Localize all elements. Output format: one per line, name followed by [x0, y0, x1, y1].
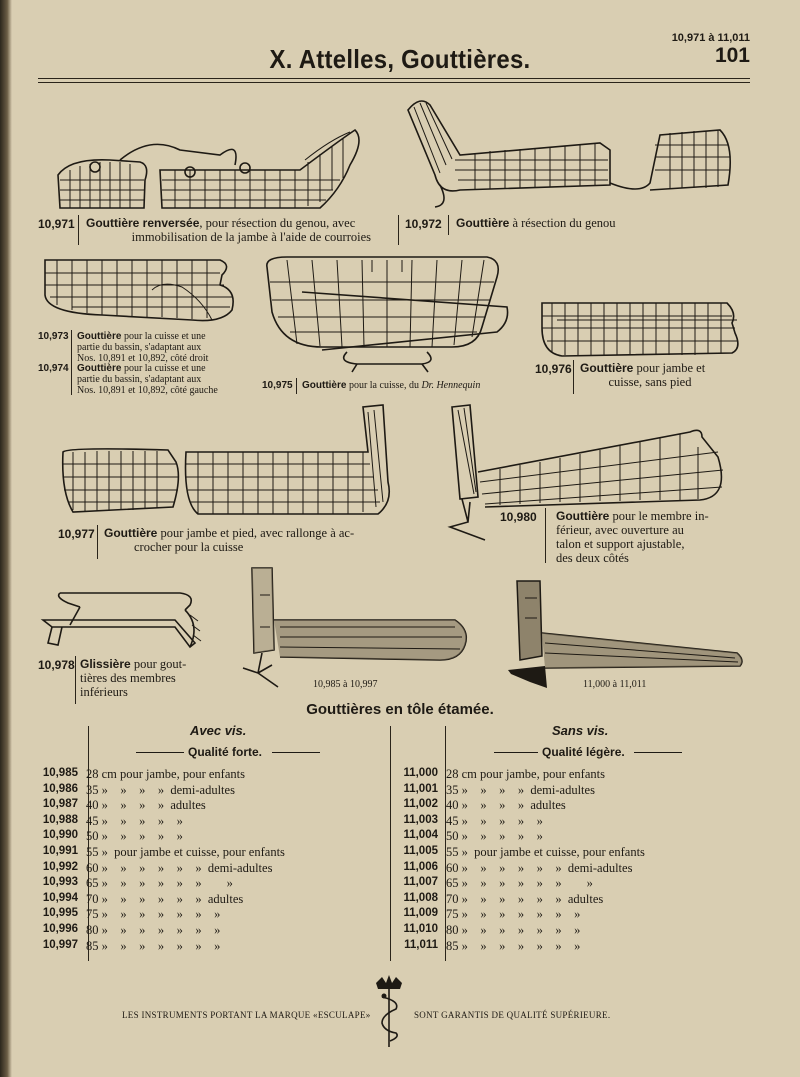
item-number: 10,976: [535, 362, 572, 376]
item-number: 10,977: [58, 527, 95, 541]
item-name: Gouttière: [456, 216, 510, 230]
illustration-10985-10997: [240, 565, 470, 690]
caption-text: férieur, avec ouverture au: [556, 523, 684, 537]
caption-text: pour le membre in-: [609, 509, 709, 523]
row-description: 60 » » » » » » demi-adultes: [446, 860, 633, 875]
caption-text: partie du bassin, s'adaptant aux: [77, 374, 202, 385]
caption-10980: [556, 509, 726, 565]
item-number: 10,975: [262, 380, 293, 391]
illustration-10973: [42, 255, 237, 330]
caption-text: immobilisation de la jambe à l'aide de courroies: [131, 230, 371, 244]
catalog-number: 10,992: [42, 860, 78, 873]
row-description: 70 » » » » » » adultes: [86, 891, 244, 906]
caption-author: Dr. Hennequin: [421, 380, 481, 391]
item-name: Gouttière: [580, 361, 634, 375]
illustration-11000-11011: [505, 578, 750, 693]
catalog-number: 11,006: [403, 860, 438, 873]
caption-divider: [71, 330, 72, 395]
caption-text: pour jambe et: [633, 361, 706, 375]
catalog-number: 10,996: [42, 923, 78, 935]
item-name: Gouttière: [77, 331, 122, 342]
caption-text: des deux côtés: [556, 551, 629, 565]
catalog-number: 11,010: [403, 923, 438, 935]
image-label: 11,000 à 11,011: [583, 679, 647, 690]
item-number: 10,973: [38, 331, 69, 342]
caption-10971: [86, 216, 371, 244]
caption-text: pour la cuisse, du: [346, 380, 422, 391]
caption-text: crocher pour la cuisse: [134, 540, 244, 554]
caption-divider: [296, 378, 297, 394]
caption-text: inférieurs: [80, 685, 128, 699]
item-number: 10,972: [405, 217, 442, 231]
catalog-number: 10,994: [42, 891, 78, 904]
row-description: 55 » pour jambe et cuisse, pour enfants: [446, 845, 645, 859]
image-label: 10,985 à 10,997: [313, 679, 378, 690]
row-description: 55 » pour jambe et cuisse, pour enfants: [86, 845, 285, 859]
caption-text: tières des membres: [80, 671, 176, 685]
left-column-heading: Avec vis.: [190, 723, 247, 738]
caption-text: pour la cuisse et une: [121, 331, 206, 342]
catalog-number: 11,008: [403, 891, 438, 904]
row-description: 50 » » » » »: [446, 829, 543, 844]
table-title: Gouttières en tôle étamée.: [306, 701, 494, 718]
header-rule-top: [38, 78, 750, 79]
caption-10973: [77, 331, 237, 364]
row-description: 28 cm pour jambe, pour enfants: [446, 767, 605, 781]
item-name: Gouttière renversée: [86, 216, 200, 230]
item-name: Gouttière: [77, 363, 122, 374]
footer-left-text: LES INSTRUMENTS PORTANT LA MARQUE «ESCULAPE»: [122, 1010, 371, 1020]
catalog-number: 11,002: [403, 798, 438, 811]
row-description: 85 » » » » » » »: [446, 938, 581, 953]
catalog-number: 10,985: [42, 767, 78, 779]
page-number: 101: [714, 44, 750, 67]
esculape-logo: [372, 975, 406, 1050]
item-number: 10,974: [38, 363, 69, 374]
caption-text: , pour résection du genou, avec: [199, 216, 356, 230]
quality-rule: [634, 752, 682, 753]
row-description: 35 » » » » demi-adultes: [86, 782, 235, 797]
caption-text: Nos. 10,891 et 10,892, côté droit: [77, 353, 209, 364]
left-quality: Qualité forte.: [188, 745, 263, 759]
catalog-number: 10,995: [42, 907, 78, 920]
illustration-10976: [537, 298, 742, 360]
catalog-number: 11,000: [403, 767, 438, 779]
caption-text: cuisse, sans pied: [608, 375, 692, 389]
caption-10974: [77, 363, 237, 396]
illustration-10971: [50, 120, 370, 215]
quality-rule: [494, 752, 538, 753]
illustration-10977: [58, 402, 398, 520]
header-rule-bottom: [38, 82, 750, 83]
caption-text: à résection du genou: [509, 216, 616, 230]
caption-text: partie du bassin, s'adaptant aux: [77, 342, 202, 353]
row-description: 50 » » » » »: [86, 829, 183, 844]
quality-rule: [136, 752, 184, 753]
row-description: 60 » » » » » » demi-adultes: [86, 860, 273, 875]
caption-10976: [580, 361, 720, 389]
illustration-10978: [40, 585, 205, 655]
catalog-number: 11,007: [403, 876, 438, 889]
catalog-number: 11,011: [404, 938, 438, 951]
row-description: 85 » » » » » » »: [86, 938, 221, 953]
row-description: 75 » » » » » » »: [446, 907, 581, 922]
row-description: 28 cm pour jambe, pour enfants: [86, 767, 245, 781]
row-description: 45 » » » » »: [86, 813, 183, 828]
caption-divider: [97, 525, 98, 559]
caption-10978: [80, 657, 210, 699]
caption-10977: [104, 526, 404, 554]
row-description: 75 » » » » » » »: [86, 907, 221, 922]
caption-divider: [398, 215, 399, 245]
illustration-10972: [400, 95, 740, 210]
item-number: 10,978: [38, 658, 75, 672]
item-number: 10,980: [500, 510, 537, 524]
caption-text: pour jambe et pied, avec rallonge à ac-: [157, 526, 355, 540]
right-quality: Qualité légère.: [542, 745, 625, 759]
catalog-number: 11,004: [403, 829, 438, 842]
page-title: X. Attelles, Gouttières.: [269, 44, 531, 74]
row-description: 65 » » » » » » »: [86, 876, 233, 891]
caption-divider: [78, 215, 79, 245]
caption-divider: [573, 360, 574, 394]
row-description: 40 » » » » adultes: [86, 798, 206, 813]
page-range: 10,971 à 11,011: [671, 32, 750, 44]
catalog-number: 10,991: [42, 845, 78, 857]
catalog-number: 10,987: [42, 798, 78, 811]
caption-text: talon et support ajustable,: [556, 537, 685, 551]
catalog-number: 11,003: [403, 813, 438, 826]
row-description: 35 » » » » demi-adultes: [446, 782, 595, 797]
catalog-number: 11,009: [403, 907, 438, 920]
footer-right-text: SONT GARANTIS DE QUALITÉ SUPÉRIEURE.: [414, 1010, 611, 1020]
illustration-10975: [262, 252, 512, 374]
item-name: Gouttière: [302, 380, 347, 391]
caption-10972: [456, 216, 616, 230]
catalog-number: 10,993: [42, 876, 78, 889]
catalog-number: 10,990: [42, 829, 78, 842]
quality-rule: [272, 752, 320, 753]
caption-text: pour la cuisse et une: [121, 363, 206, 374]
row-description: 40 » » » » adultes: [446, 798, 566, 813]
item-name: Gouttière: [104, 526, 158, 540]
caption-text: Nos. 10,891 et 10,892, côté gauche: [77, 385, 218, 396]
row-description: 70 » » » » » » adultes: [446, 891, 604, 906]
item-number: 10,971: [38, 217, 75, 231]
row-description: 45 » » » » »: [446, 813, 543, 828]
right-column-heading: Sans vis.: [552, 723, 609, 738]
item-name: Gouttière: [556, 509, 610, 523]
catalog-number: 10,988: [42, 813, 78, 826]
caption-divider: [448, 215, 449, 235]
catalog-number: 10,986: [42, 782, 78, 795]
catalog-number: 11,001: [403, 782, 438, 795]
book-spine-edge: [0, 0, 12, 1077]
catalog-number: 10,997: [42, 938, 78, 951]
caption-divider: [545, 508, 546, 563]
row-description: 80 » » » » » » »: [446, 923, 581, 937]
row-description: 80 » » » » » » »: [86, 923, 221, 937]
caption-10975: [302, 380, 480, 391]
item-name: Glissière: [80, 657, 131, 671]
catalog-number: 11,005: [403, 845, 438, 857]
caption-divider: [75, 656, 76, 704]
caption-text: pour gout-: [130, 657, 187, 671]
row-description: 65 » » » » » » »: [446, 876, 593, 891]
